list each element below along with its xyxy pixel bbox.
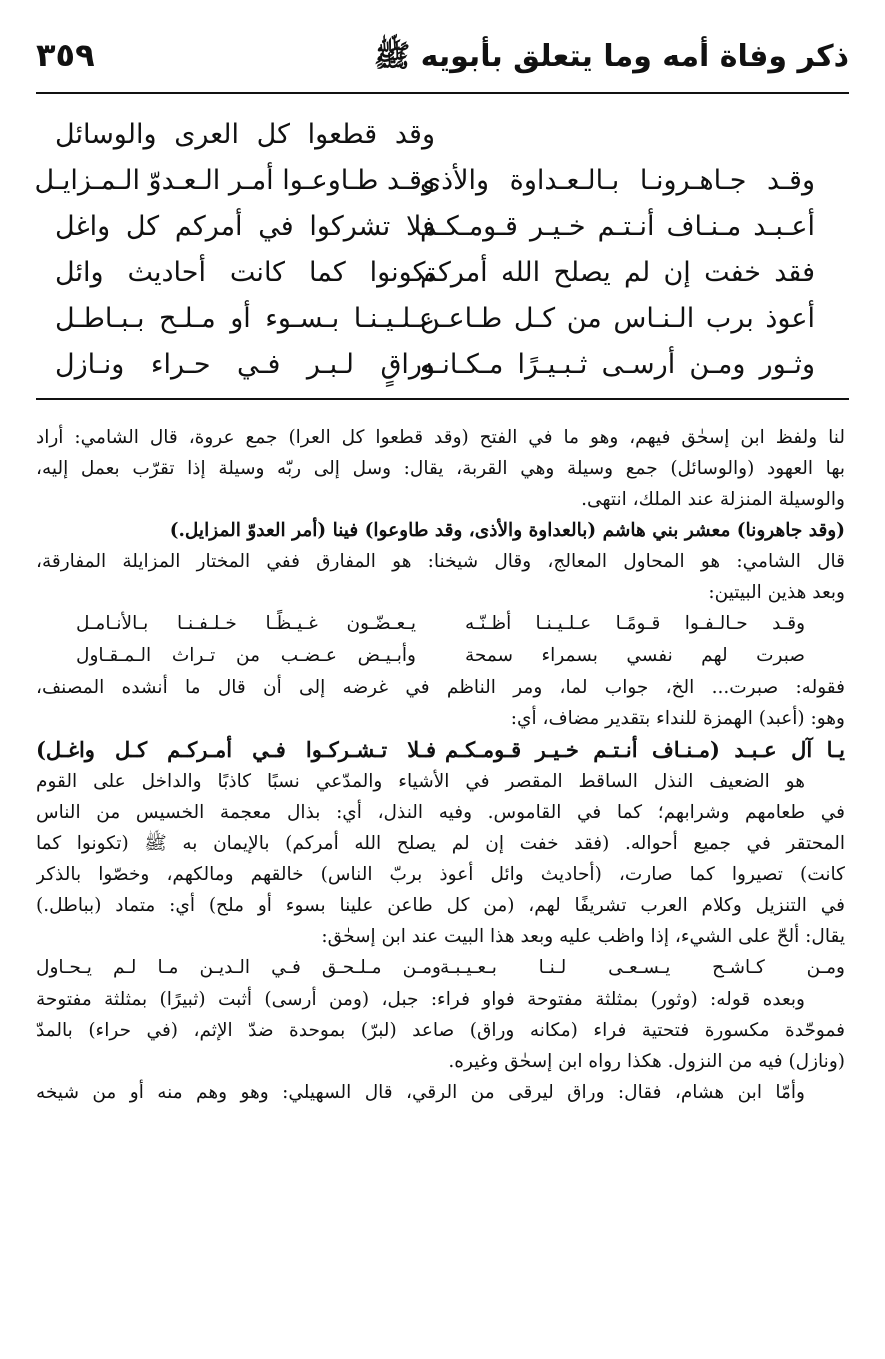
poem-line: [55, 204, 815, 250]
commentary-line: في التنزيل وكلام العرب تشريفًا لهم، (من كل طاعن علينا بسوء أو ملح) أي: متماد (بباطل.): [36, 895, 845, 916]
commentary-line: وبعد هذين البيتين:: [708, 582, 845, 603]
hemistich-second: تكونوا كما كانت أحاديث وائل: [55, 257, 435, 288]
verse-line: [36, 952, 845, 984]
poem-line: [34, 158, 815, 204]
hemistich-second: وقـد طـاوعـوا أمـر الـعـدوّ الـمـزايـل: [34, 165, 435, 196]
hemistich-first: أعـبـد مـنـاف أنـتـم خـيـر قـومـكـم: [420, 211, 815, 242]
commentary-line: فقوله: صبرت... الخ، جواب لما، ومر الناظم في غرضه إلى أن قال ما أنشده المصنف،: [36, 677, 845, 698]
verse-line: [36, 734, 845, 766]
section-rule: [36, 398, 849, 400]
commentary-line: كانت) تصيروا كما صارت، (أحاديث وائل أعوذ بربّ الناس) خالقهم ومالكهم، وخصّوا بالذكر: [36, 864, 845, 885]
commentary-line: بها العهود (والوسائل) جمع وسيلة وهي القربة، يقال: وسل إلى ربّه وسيلة إذا تقرّب بعمل إليه،: [36, 458, 845, 479]
commentary-line: في طعامهم وشرابهم؛ كما في القاموس. وفيه النذل، أي: بذال معجمة الخسيس من الناس: [36, 802, 845, 823]
commentary-line: والوسيلة المنزلة عند الملك، انتهى.: [581, 489, 845, 510]
hemistich-second: عـلـيـنـا بـسـوء أو مـلـح بـبـاطـل: [55, 303, 435, 334]
page-number: ٣٥٩: [36, 36, 95, 74]
commentary-line: يقال: ألحّ على الشيء، إذا واظب عليه وبعد هذا البيت عند ابن إسحٰق:: [321, 926, 845, 947]
running-title: ذكر وفاة أمه وما يتعلق بأبويه ﷺ: [373, 39, 849, 74]
hemistich-second: فلا تشركوا في أمركم كل واغل: [55, 211, 435, 242]
header-rule: [36, 92, 849, 94]
hemistich-second: يـعـضّـون غـيـظًـا خـلـفـنـا بـالأنـامـل: [76, 613, 416, 634]
hemistich-second: فـلا تـشـركـوا فـي أمـركـم كـل واغـل): [36, 737, 436, 762]
verse-line: [36, 640, 845, 672]
commentary-line: وهو: (أعبد) الهمزة للنداء بتقدير مضاف، أي:: [510, 708, 845, 729]
poem-line: [55, 250, 815, 296]
commentary-block: [36, 422, 845, 1108]
commentary-line: (ونازل) فيه من النزول. هكذا رواه ابن إسحٰق وغيره.: [448, 1051, 845, 1072]
hemistich-first: ومـن كـاشـح يـسـعـى لـنـا بـعـيـبـة: [440, 957, 845, 978]
hemistich-first: وثـور ومـن أرسـى ثـبـيـرًا مـكـانـه: [420, 349, 815, 380]
poem-line: [55, 342, 815, 388]
hemistich-first: يـا آل عـبـد (مـنـاف أنـتـم خـيـر قـومـكـم: [445, 737, 845, 762]
hemistich-second: وراقٍ لـبـر فـي حـراء ونـازل: [55, 349, 435, 380]
hemistich-first: أعوذ برب الـنـاس من كـل طـاعـن: [420, 303, 815, 334]
poem-line: [55, 296, 815, 342]
verse-line: [36, 608, 845, 640]
hemistich-second: وقد قطعوا كل العرى والوسائل: [55, 119, 435, 150]
commentary-line: المحتقر في جميع أحواله. (فقد خفت إن لم يصلح الله أمركم) بالإيمان به ﷺ (تكونوا كما: [36, 833, 845, 854]
commentary-line: وأمّا ابن هشام، فقال: وراق ليرقى من الرقي، قال السهيلي: وهو وهم منه أو من شيخه: [36, 1082, 805, 1103]
hemistich-second: وأبـيـض عـضـب من تـراث الـمـقـاول: [76, 645, 416, 666]
hemistich-first: صبرت لهم نفسي بسمراء سمحة: [465, 645, 805, 666]
poem-block: [34, 112, 815, 388]
hemistich-first: وقـد جـاهـرونـا بـالـعـداوة والأذى: [420, 165, 815, 196]
commentary-line: فموحّدة مكسورة فتحتية فراء (مكانه وراق) صاعد (لبرّ) بموحدة ضدّ الإثم، (في حراء) بالمدّ: [36, 1020, 845, 1041]
hemistich-first: فقد خفت إن لم يصلح الله أمركم: [420, 257, 815, 288]
poem-line: [55, 112, 815, 158]
hemistich-first: وقـد حـالـفـوا قـومًـا عـلـيـنـا أظـنّـه: [465, 613, 805, 634]
commentary-line: قال الشامي: هو المحاول المعالج، وقال شيخنا: هو المفارق ففي المختار المزايلة المفارقة،: [36, 551, 845, 572]
hemistich-second: ومـن مـلـحـق فـي الـديـن مـا لـم يـحـاول: [36, 957, 441, 978]
commentary-line: وبعده قوله: (وثور) بمثلثة مفتوحة فواو فراء: جبل، (ومن أرسى) أثبت (ثبيرًا) بمثلثة مفتوحة: [36, 989, 805, 1010]
page-header: [36, 30, 849, 90]
commentary-line: لنا ولفظ ابن إسحٰق فيهم، وهو ما في الفتح (وقد قطعوا كل العرا) جمع عروة، قال الشامي: أراد: [36, 427, 845, 448]
commentary-line: هو الضعيف النذل الساقط المقصر في الأشياء والمدّعي نسبًا كاذبًا والداخل على القوم: [36, 771, 805, 792]
commentary-line: (وقد جاهرونا) معشر بني هاشم (بالعداوة والأذى، وقد طاوعوا) فينا (أمر العدوّ المزايل.): [169, 520, 845, 541]
